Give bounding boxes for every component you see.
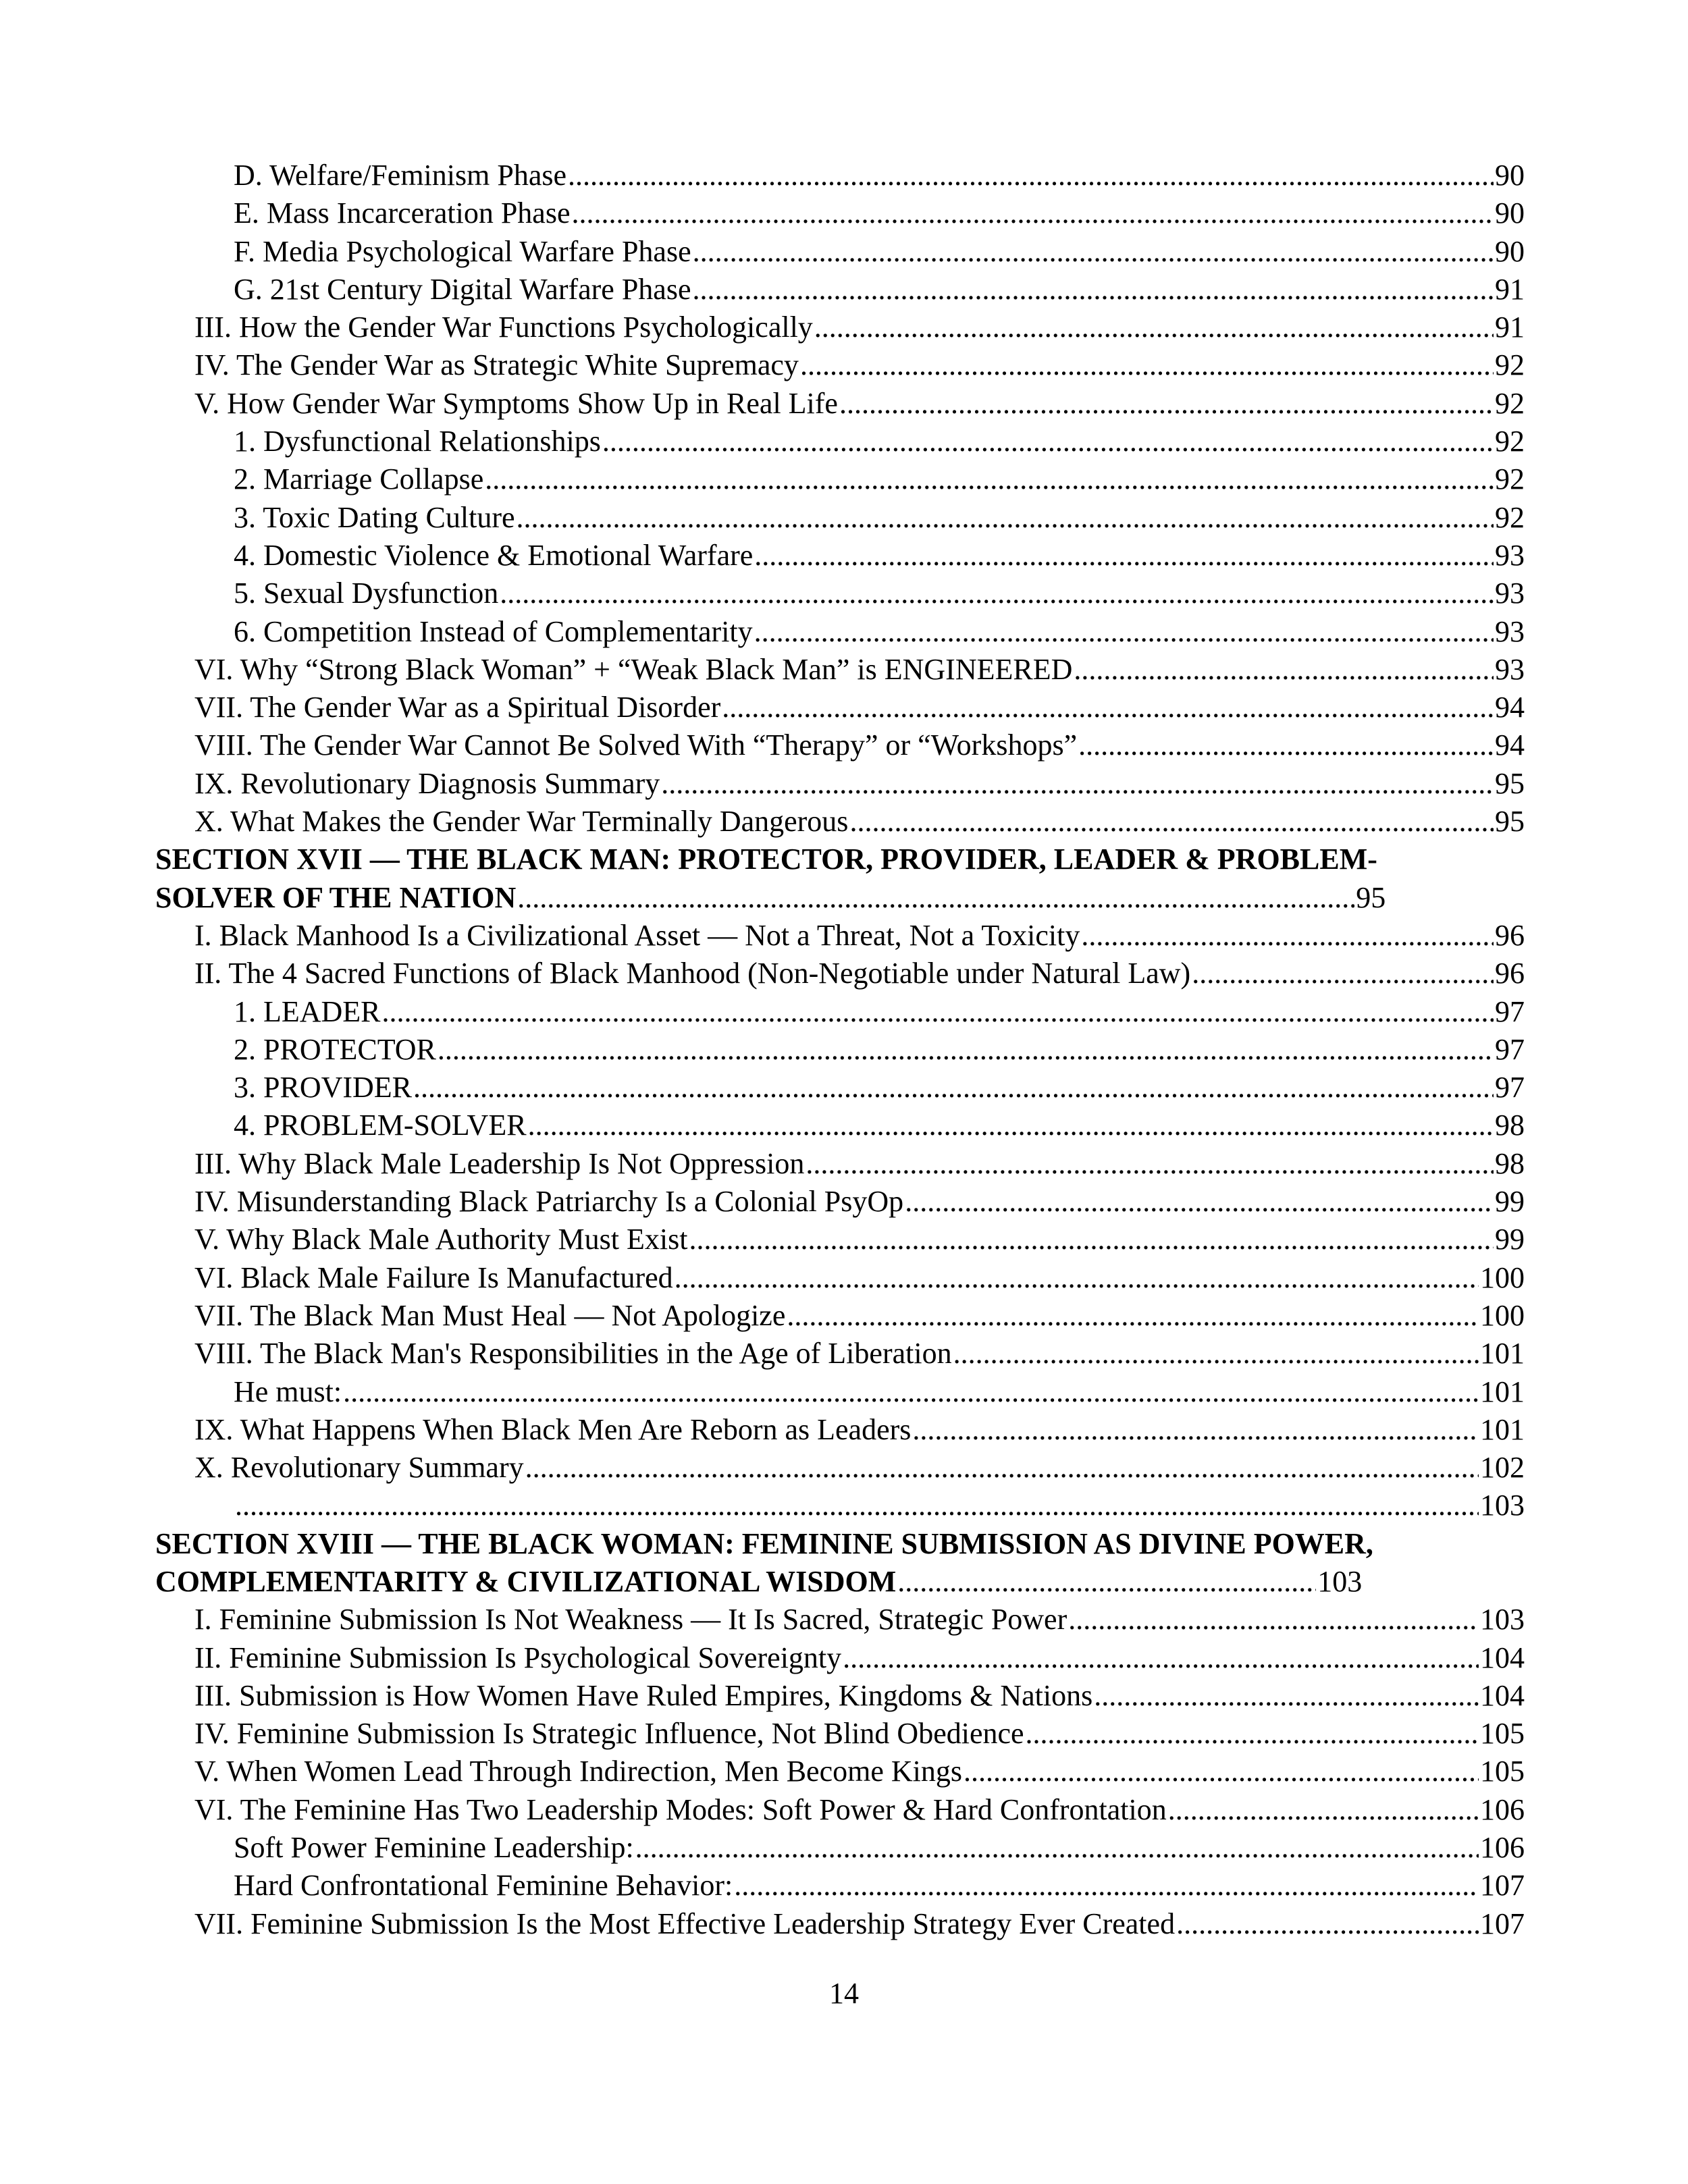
- toc-entry-title: 6. Competition Instead of Complementarity: [234, 614, 753, 648]
- toc-entry[interactable]: [155, 1031, 1525, 1069]
- dot-leader: [382, 993, 1494, 1031]
- toc-entry-title: V. When Women Lead Through Indirection, Men Become Kings: [194, 1755, 962, 1788]
- section-heading-title: SOLVER OF THE NATION: [155, 880, 517, 914]
- toc-entry-title: G. 21st Century Digital Warfare Phase: [234, 272, 691, 306]
- toc-entry-title: 5. Sexual Dysfunction: [234, 577, 499, 610]
- toc-entry-title: VIII. The Black Man's Responsibilities in the Age of Liberation: [194, 1337, 952, 1370]
- toc-entry[interactable]: [155, 1145, 1525, 1183]
- toc-entry[interactable]: [155, 689, 1525, 726]
- toc-block-gender-war: [155, 157, 1525, 841]
- page-ref: 107: [1480, 1869, 1525, 1902]
- page-ref: 92: [1495, 462, 1525, 496]
- dot-leader: [849, 803, 1494, 841]
- dot-leader: [800, 346, 1494, 384]
- toc-entry[interactable]: [155, 423, 1525, 460]
- page-ref: 92: [1495, 348, 1525, 382]
- page-number: 14: [829, 1977, 859, 2010]
- dot-leader: [1078, 726, 1494, 764]
- page-ref: 102: [1480, 1451, 1525, 1485]
- dot-leader: [754, 613, 1494, 651]
- toc-entry-title: He must:: [234, 1375, 342, 1408]
- toc-entry[interactable]: [155, 1297, 1525, 1335]
- page-ref: 95: [1495, 805, 1525, 838]
- table-of-contents: [155, 157, 1525, 1943]
- toc-block-black-man: [155, 917, 1525, 1525]
- toc-entry[interactable]: [155, 726, 1525, 764]
- page-ref: 95: [1356, 880, 1386, 914]
- dot-leader: [635, 1829, 1479, 1867]
- page-ref: 104: [1480, 1678, 1525, 1712]
- page-ref: 96: [1495, 957, 1525, 990]
- toc-entry[interactable]: [155, 537, 1525, 575]
- page-ref: 90: [1495, 159, 1525, 192]
- toc-entry-title: Soft Power Feminine Leadership:: [234, 1831, 634, 1865]
- toc-entry[interactable]: [155, 1639, 1525, 1677]
- toc-entry[interactable]: [155, 575, 1525, 612]
- toc-entry-title: IX. What Happens When Black Men Are Reborn as Leaders: [194, 1412, 912, 1446]
- toc-entry-title: V. How Gender War Symptoms Show Up in Real Life: [194, 386, 838, 420]
- section-heading-line: SECTION XVII — THE BLACK MAN: PROTECTOR, PROVIDER, LEADER & PROBLEM-: [155, 843, 1377, 876]
- toc-entry[interactable]: [155, 955, 1525, 992]
- page-ref: 97: [1495, 994, 1525, 1028]
- dot-leader: [964, 1753, 1479, 1790]
- toc-entry-title: Hard Confrontational Feminine Behavior:: [234, 1869, 733, 1902]
- toc-entry-title: 2. PROTECTOR: [234, 1032, 436, 1066]
- page-ref: 93: [1495, 577, 1525, 610]
- toc-entry-title: VI. Why “Strong Black Woman” + “Weak Black Man” is ENGINEERED: [194, 652, 1073, 686]
- toc-block-black-woman: [155, 1601, 1525, 1943]
- dot-leader: [500, 575, 1494, 612]
- toc-entry[interactable]: [155, 309, 1525, 346]
- page-ref: 107: [1480, 1907, 1525, 1940]
- dot-leader: [912, 1411, 1479, 1449]
- dot-leader: [1074, 651, 1494, 689]
- toc-entry[interactable]: [155, 1221, 1525, 1258]
- dot-leader: [1068, 1601, 1479, 1639]
- section-heading-title: COMPLEMENTARITY & CIVILIZATIONAL WISDOM: [155, 1564, 897, 1598]
- page-ref: 103: [1317, 1564, 1363, 1598]
- page-ref: 93: [1495, 652, 1525, 686]
- toc-entry[interactable]: [155, 1715, 1525, 1753]
- page-ref: 101: [1480, 1412, 1525, 1446]
- dot-leader: [905, 1183, 1494, 1221]
- toc-section-xvii[interactable]: [155, 841, 1525, 917]
- page-ref: 106: [1480, 1792, 1525, 1826]
- toc-entry-title: VIII. The Gender War Cannot Be Solved With “Therapy” or “Workshops”: [194, 728, 1078, 762]
- toc-entry[interactable]: [155, 1867, 1525, 1905]
- page-ref: 106: [1480, 1831, 1525, 1865]
- toc-entry-title: X. Revolutionary Summary: [194, 1451, 524, 1485]
- toc-entry-title: D. Welfare/Feminism Phase: [234, 159, 567, 192]
- dot-leader: [1176, 1905, 1479, 1943]
- toc-entry[interactable]: [155, 233, 1525, 271]
- dot-leader: [485, 460, 1494, 498]
- page-ref: 99: [1495, 1185, 1525, 1219]
- dot-leader: [897, 1563, 1316, 1601]
- dot-leader: [661, 765, 1494, 803]
- toc-entry[interactable]: [155, 194, 1525, 232]
- dot-leader: [413, 1069, 1494, 1107]
- toc-entry-title: 3. Toxic Dating Culture: [234, 500, 515, 534]
- page-ref: 101: [1480, 1337, 1525, 1370]
- dot-leader: [602, 423, 1494, 460]
- page-ref: 90: [1495, 234, 1525, 268]
- dot-leader: [568, 157, 1494, 194]
- dot-leader: [517, 879, 1354, 917]
- dot-leader: [689, 1221, 1494, 1258]
- page-ref: 105: [1480, 1755, 1525, 1788]
- dot-leader: [528, 1107, 1494, 1144]
- toc-entry-title: IV. Feminine Submission Is Strategic Influence, Not Blind Obedience: [194, 1717, 1024, 1751]
- toc-entry-title: X. What Makes the Gender War Terminally Dangerous: [194, 805, 849, 838]
- toc-entry-title: V. Why Black Male Authority Must Exist: [194, 1223, 688, 1256]
- toc-entry[interactable]: [155, 1905, 1525, 1943]
- toc-entry-title: 1. LEADER: [234, 994, 381, 1028]
- toc-entry[interactable]: [155, 613, 1525, 651]
- toc-entry[interactable]: [155, 1373, 1525, 1411]
- toc-entry[interactable]: [155, 1601, 1525, 1639]
- toc-entry-title: VII. The Gender War as a Spiritual Disorder: [194, 691, 721, 724]
- dot-leader: [235, 1487, 1479, 1524]
- toc-entry-title: 1. Dysfunctional Relationships: [234, 425, 601, 458]
- dot-leader: [1192, 955, 1494, 992]
- dot-leader: [675, 1259, 1479, 1297]
- dot-leader: [1026, 1715, 1479, 1753]
- page-ref: 94: [1495, 691, 1525, 724]
- toc-entry-title: VII. The Black Man Must Heal — Not Apologize: [194, 1298, 786, 1332]
- toc-entry-title: 3. PROVIDER: [234, 1071, 413, 1104]
- toc-entry-title: III. Why Black Male Leadership Is Not Oppression: [194, 1146, 805, 1180]
- toc-entry-title: IV. Misunderstanding Black Patriarchy Is a Colonial PsyOp: [194, 1185, 904, 1219]
- page-ref: 94: [1495, 728, 1525, 762]
- toc-entry-title: III. Submission is How Women Have Ruled Empires, Kingdoms & Nations: [194, 1678, 1093, 1712]
- page-ref: 90: [1495, 196, 1525, 230]
- toc-entry-title: F. Media Psychological Warfare Phase: [234, 234, 691, 268]
- toc-entry-title: E. Mass Incarceration Phase: [234, 196, 571, 230]
- toc-entry-title: IV. The Gender War as Strategic White Supremacy: [194, 348, 799, 382]
- dot-leader: [343, 1373, 1479, 1411]
- dot-leader: [1081, 917, 1494, 955]
- page-ref: 92: [1495, 500, 1525, 534]
- toc-entry-title: VI. The Feminine Has Two Leadership Modes: Soft Power & Hard Confrontation: [194, 1792, 1167, 1826]
- dot-leader: [438, 1031, 1494, 1069]
- toc-entry[interactable]: [155, 1411, 1525, 1449]
- page-ref: 91: [1495, 272, 1525, 306]
- dot-leader: [693, 233, 1494, 271]
- toc-entry[interactable]: [155, 1259, 1525, 1297]
- dot-leader: [814, 309, 1494, 346]
- page-ref: 104: [1480, 1641, 1525, 1674]
- toc-entry[interactable]: [155, 1335, 1525, 1373]
- toc-entry[interactable]: [155, 460, 1525, 498]
- toc-entry-title: II. Feminine Submission Is Psychological Sovereignty: [194, 1641, 842, 1674]
- dot-leader: [525, 1449, 1479, 1487]
- dot-leader: [953, 1335, 1479, 1373]
- toc-entry[interactable]: [155, 1829, 1525, 1867]
- dot-leader: [843, 1639, 1479, 1677]
- page-ref: 99: [1495, 1223, 1525, 1256]
- toc-entry[interactable]: [155, 157, 1525, 194]
- dot-leader: [1168, 1791, 1479, 1829]
- toc-entry[interactable]: [155, 1069, 1525, 1107]
- toc-entry-title: I. Feminine Submission Is Not Weakness — It Is Sacred, Strategic Power: [194, 1603, 1067, 1636]
- page-ref: 101: [1480, 1375, 1525, 1408]
- toc-entry[interactable]: [155, 385, 1525, 423]
- page-ref: 95: [1495, 766, 1525, 800]
- toc-entry[interactable]: [155, 1677, 1525, 1715]
- page-ref: 103: [1480, 1603, 1525, 1636]
- page-ref: 98: [1495, 1146, 1525, 1180]
- toc-entry[interactable]: [155, 1753, 1525, 1790]
- toc-entry[interactable]: [155, 1107, 1525, 1144]
- dot-leader: [722, 689, 1494, 726]
- page-ref: 98: [1495, 1109, 1525, 1142]
- page-ref: 92: [1495, 425, 1525, 458]
- toc-entry-title: II. The 4 Sacred Functions of Black Manhood (Non-Negotiable under Natural Law): [194, 957, 1191, 990]
- toc-entry[interactable]: [155, 1791, 1525, 1829]
- page-ref: 97: [1495, 1071, 1525, 1104]
- page-ref: 100: [1480, 1260, 1525, 1294]
- toc-entry[interactable]: [155, 993, 1525, 1031]
- dot-leader: [693, 271, 1494, 309]
- toc-entry-title: 4. PROBLEM-SOLVER: [234, 1109, 527, 1142]
- dot-leader: [734, 1867, 1479, 1905]
- toc-entry[interactable]: [155, 1487, 1525, 1524]
- section-heading-entry: [155, 879, 1525, 917]
- dot-leader: [517, 499, 1494, 537]
- toc-entry[interactable]: [155, 271, 1525, 309]
- section-heading-entry: [155, 1563, 1525, 1601]
- dot-leader: [806, 1145, 1494, 1183]
- toc-entry[interactable]: [155, 1183, 1525, 1221]
- page-ref: 93: [1495, 538, 1525, 572]
- toc-entry-title: I. Black Manhood Is a Civilizational Asset — Not a Threat, Not a Toxicity: [194, 918, 1080, 952]
- page-ref: 96: [1495, 918, 1525, 952]
- page-ref: 97: [1495, 1032, 1525, 1066]
- page-ref: 93: [1495, 614, 1525, 648]
- toc-entry-title: IX. Revolutionary Diagnosis Summary: [194, 766, 660, 800]
- dot-leader: [1094, 1677, 1479, 1715]
- page-ref: 100: [1480, 1298, 1525, 1332]
- toc-entry[interactable]: [155, 651, 1525, 689]
- toc-entry-title: VII. Feminine Submission Is the Most Effective Leadership Strategy Ever Created: [194, 1907, 1176, 1940]
- page-ref: 91: [1495, 311, 1525, 344]
- toc-entry[interactable]: [155, 765, 1525, 803]
- page-ref: 92: [1495, 386, 1525, 420]
- toc-entry-title: 2. Marriage Collapse: [234, 462, 484, 496]
- dot-leader: [571, 194, 1494, 232]
- toc-entry[interactable]: [155, 917, 1525, 955]
- dot-leader: [839, 385, 1494, 423]
- dot-leader: [754, 537, 1494, 575]
- page-ref: 105: [1480, 1717, 1525, 1751]
- toc-entry[interactable]: [155, 803, 1525, 841]
- toc-entry[interactable]: [155, 1449, 1525, 1487]
- toc-entry[interactable]: [155, 499, 1525, 537]
- toc-section-xviii[interactable]: [155, 1525, 1525, 1601]
- toc-entry-title: III. How the Gender War Functions Psychologically: [194, 311, 813, 344]
- dot-leader: [787, 1297, 1479, 1335]
- section-heading-line: SECTION XVIII — THE BLACK WOMAN: FEMININE SUBMISSION AS DIVINE POWER,: [155, 1526, 1373, 1560]
- toc-entry-title: VI. Black Male Failure Is Manufactured: [194, 1260, 673, 1294]
- toc-entry[interactable]: [155, 346, 1525, 384]
- toc-entry-title: 4. Domestic Violence & Emotional Warfare: [234, 538, 754, 572]
- page-ref: 103: [1480, 1489, 1525, 1522]
